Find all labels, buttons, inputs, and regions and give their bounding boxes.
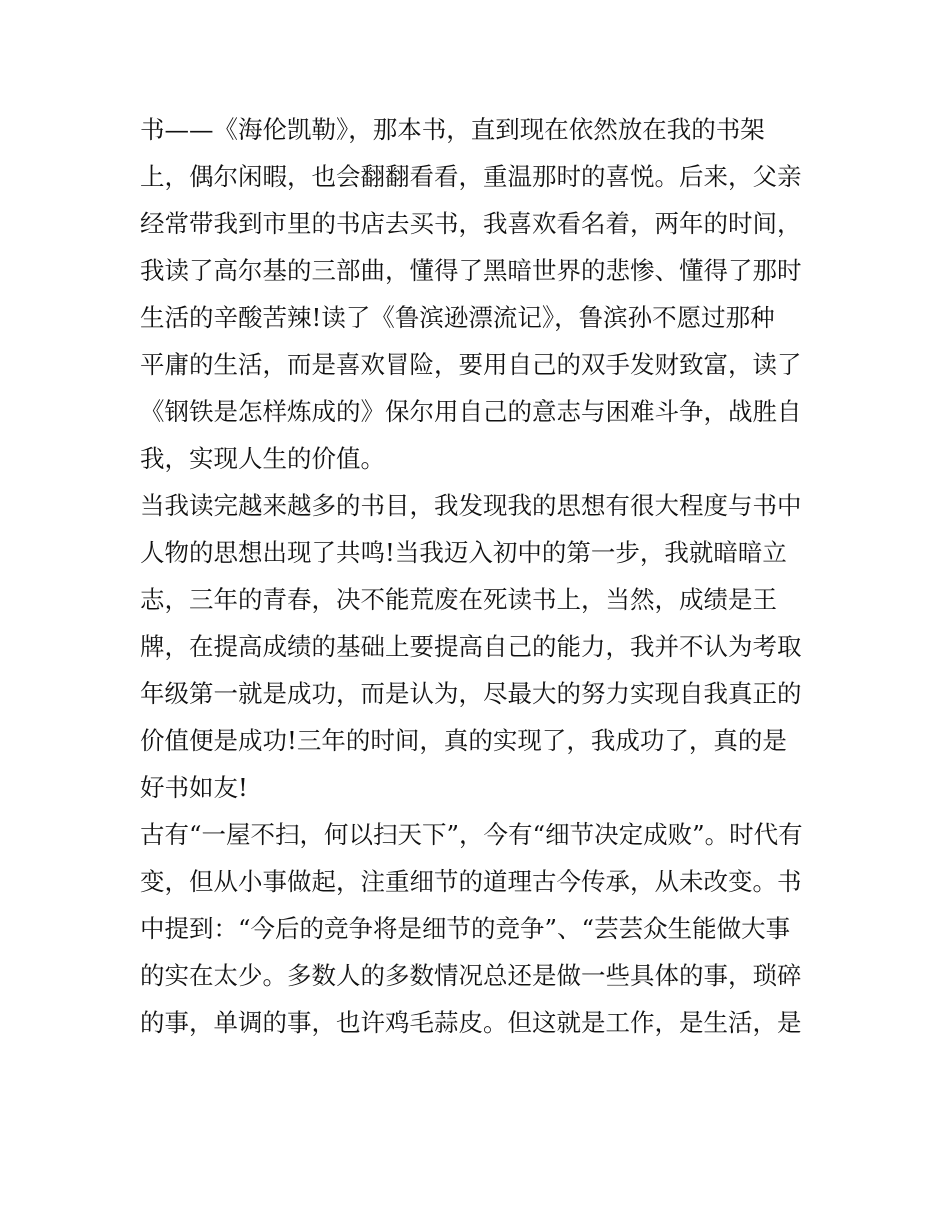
text-line: 我，实现人生的价值。	[140, 444, 385, 473]
text-line: 中提到：“今后的竞争将是细节的竞争”、“芸芸众生能做大事	[140, 914, 791, 943]
text-line: 平庸的生活，而是喜欢冒险，要用自己的双手发财致富，读了	[140, 350, 802, 379]
body-text	[140, 106, 820, 1046]
text-line: 年级第一就是成功，而是认为，尽最大的努力实现自我真正的	[140, 679, 802, 708]
text-line: 志，三年的青春，决不能荒废在死读书上，当然，成绩是王	[140, 585, 777, 614]
text-line: 人物的思想出现了共鸣!当我迈入初中的第一步，我就暗暗立	[140, 538, 787, 567]
text-line: 牌，在提高成绩的基础上要提高自己的能力，我并不认为考取	[140, 632, 802, 661]
text-line: 古有“一屋不扫，何以扫天下”，今有“细节决定成败”。时代有	[140, 820, 803, 849]
text-line: 价值便是成功!三年的时间，真的实现了，我成功了，真的是	[140, 726, 787, 755]
text-line: 的实在太少。多数人的多数情况总还是做一些具体的事，琐碎	[140, 961, 802, 990]
text-line: 生活的辛酸苦辣!读了《鲁滨逊漂流记》，鲁滨孙不愿过那种	[140, 303, 775, 332]
text-line: 我读了高尔基的三部曲，懂得了黑暗世界的悲惨、懂得了那时	[140, 256, 802, 285]
text-line: 当我读完越来越多的书目，我发现我的思想有很大程度与书中	[140, 491, 802, 520]
text-line: 变，但从小事做起，注重细节的道理古今传承，从未改变。书	[140, 867, 802, 896]
text-line: 《钢铁是怎样炼成的》保尔用自己的意志与困难斗争，战胜自	[140, 397, 802, 426]
text-line: 好书如友!	[140, 773, 248, 802]
text-line: 上，偶尔闲暇，也会翻翻看看，重温那时的喜悦。后来，父亲	[140, 162, 802, 191]
text-line: 的事，单调的事，也许鸡毛蒜皮。但这就是工作，是生活，是	[140, 1008, 802, 1037]
text-line: 经常带我到市里的书店去买书，我喜欢看名着，两年的时间，	[140, 209, 802, 238]
text-line: 书——《海伦凯勒》，那本书，直到现在依然放在我的书架	[140, 115, 765, 144]
